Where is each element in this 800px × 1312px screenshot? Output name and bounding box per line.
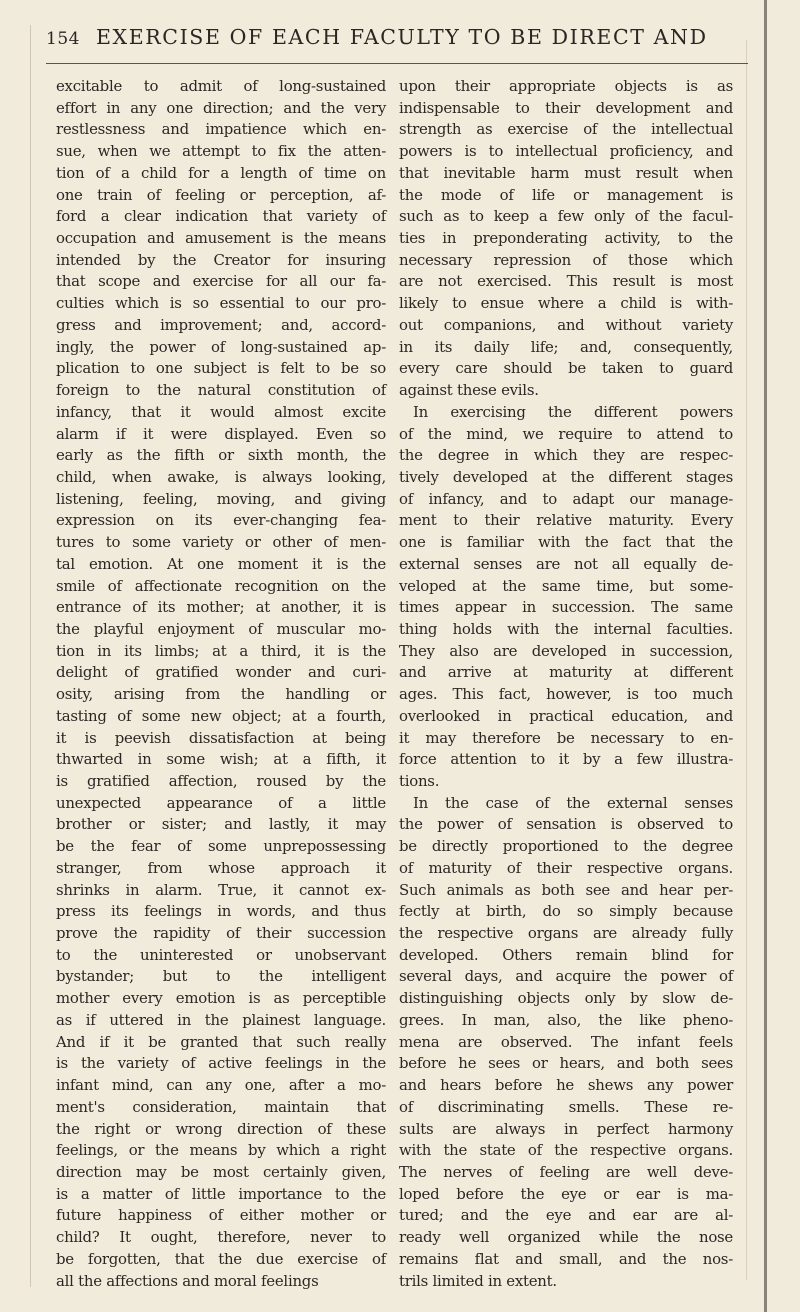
left-column bbox=[56, 76, 386, 1292]
text-line: intended by the Creator for insuring bbox=[56, 250, 386, 269]
text-line: is the variety of active feelings in the bbox=[56, 1054, 386, 1073]
text-line: listening, feeling, moving, and giving bbox=[56, 489, 386, 508]
text-line: In the case of the external senses bbox=[413, 793, 733, 812]
text-line: necessary repression of those which bbox=[399, 250, 733, 269]
scan-edge-left bbox=[30, 25, 31, 1287]
text-line: the power of sensation is observed to bbox=[399, 815, 733, 834]
text-line: bystander; but to the intelligent bbox=[56, 967, 386, 986]
text-line: developed. Others remain blind for bbox=[399, 945, 733, 964]
text-line: effort in any one direction; and the very bbox=[56, 98, 386, 117]
text-line: indispensable to their development and bbox=[399, 98, 733, 117]
text-line: strength as exercise of the intellectual bbox=[399, 120, 733, 139]
text-line: veloped at the same time, but some- bbox=[399, 576, 733, 595]
text-line: tured; and the eye and ear are al- bbox=[399, 1206, 733, 1225]
text-line: infant mind, can any one, after a mo- bbox=[56, 1076, 386, 1095]
text-line: They also are developed in succession, bbox=[399, 641, 733, 660]
text-line: foreign to the natural constitution of bbox=[56, 381, 386, 400]
text-line: one is familiar with the fact that the bbox=[399, 533, 733, 552]
text-line: osity, arising from the handling or bbox=[56, 685, 386, 704]
text-line: child? It ought, therefore, never to bbox=[56, 1228, 386, 1247]
text-line: and arrive at maturity at different bbox=[399, 663, 733, 682]
text-line: against these evils. bbox=[399, 381, 539, 400]
text-line: ties in preponderating activity, to the bbox=[399, 229, 733, 248]
text-line: restlessness and impatience which en- bbox=[56, 120, 386, 139]
text-line: the right or wrong direction of these bbox=[56, 1119, 386, 1138]
right-column bbox=[399, 76, 733, 1292]
text-line: that inevitable harm must result when bbox=[399, 163, 733, 182]
text-line: that scope and exercise for all our fa- bbox=[56, 272, 386, 291]
text-line: feelings, or the means by which a right bbox=[56, 1141, 386, 1160]
text-line: tion of a child for a length of time on bbox=[56, 163, 386, 182]
text-line: external senses are not all equally de- bbox=[399, 554, 733, 573]
text-line: excitable to admit of long-sustained bbox=[56, 77, 386, 95]
text-line: all the affections and moral feelings bbox=[56, 1271, 319, 1290]
text-line: the respective organs are already fully bbox=[399, 924, 733, 943]
text-line: and hears before he shews any power bbox=[399, 1076, 733, 1095]
text-line: The nerves of feeling are well deve- bbox=[399, 1162, 733, 1181]
text-line: the degree in which they are respec- bbox=[399, 446, 733, 465]
text-line: tions. bbox=[399, 772, 440, 790]
text-line: remains flat and small, and the nos- bbox=[399, 1249, 733, 1268]
text-line: unexpected appearance of a little bbox=[56, 793, 386, 812]
text-line: expression on its ever-changing fea- bbox=[56, 511, 386, 530]
text-line: plication to one subject is felt to be so bbox=[56, 359, 386, 378]
text-line: are not exercised. This result is most bbox=[399, 272, 733, 291]
text-line: tasting of some new object; at a fourth, bbox=[56, 706, 386, 725]
text-line: ford a clear indication that variety of bbox=[56, 207, 386, 226]
text-line: likely to ensue where a child is with- bbox=[399, 294, 733, 313]
text-line: tively developed at the different stages bbox=[399, 467, 733, 486]
text-line: with the state of the respective organs. bbox=[399, 1141, 733, 1160]
text-line: fectly at birth, do so simply because bbox=[399, 902, 733, 921]
text-line: mother every emotion is as perceptible bbox=[56, 989, 386, 1008]
text-line: out companions, and without variety bbox=[399, 315, 733, 334]
text-line: be the fear of some unprepossessing bbox=[56, 837, 386, 856]
page-number: 154 bbox=[46, 29, 80, 49]
text-line: And if it be granted that such really bbox=[56, 1032, 386, 1051]
text-line: infancy, that it would almost excite bbox=[56, 402, 386, 421]
scan-edge-right bbox=[764, 0, 767, 1312]
text-line: ment's consideration, maintain that bbox=[56, 1097, 386, 1116]
text-line: alarm if it were displayed. Even so bbox=[56, 424, 386, 443]
scan-edge-inner bbox=[746, 40, 747, 1280]
text-line: it may therefore be necessary to en- bbox=[399, 728, 733, 747]
text-line: as if uttered in the plainest language. bbox=[56, 1010, 386, 1029]
text-line: such as to keep a few only of the facul- bbox=[399, 207, 733, 226]
text-line: gress and improvement; and, accord- bbox=[56, 315, 386, 334]
text-line: upon their appropriate objects is as bbox=[399, 77, 733, 95]
text-line: the playful enjoyment of muscular mo- bbox=[56, 619, 386, 638]
text-line: loped before the eye or ear is ma- bbox=[399, 1184, 733, 1203]
text-line: entrance of its mother; at another, it is bbox=[56, 598, 386, 617]
text-line: sults are always in perfect harmony bbox=[399, 1119, 733, 1138]
text-line: be directly proportioned to the degree bbox=[399, 837, 733, 856]
text-line: of the mind, we require to attend to bbox=[399, 424, 733, 443]
text-line: tal emotion. At one moment it is the bbox=[56, 554, 386, 573]
text-line: stranger, from whose approach it bbox=[56, 858, 386, 877]
text-line: delight of gratified wonder and curi- bbox=[56, 663, 386, 682]
text-line: shrinks in alarm. True, it cannot ex- bbox=[56, 880, 386, 899]
text-line: sue, when we attempt to fix the atten- bbox=[56, 142, 386, 161]
text-line: ages. This fact, however, is too much bbox=[399, 685, 733, 704]
text-line: one train of feeling or perception, af- bbox=[56, 185, 386, 204]
text-line: of infancy, and to adapt our manage- bbox=[399, 489, 733, 508]
text-line: of discriminating smells. These re- bbox=[399, 1097, 733, 1116]
text-line: in its daily life; and, consequently, bbox=[399, 337, 733, 356]
text-line: overlooked in practical education, and bbox=[399, 706, 733, 725]
running-title: EXERCISE OF EACH FACULTY TO BE DIRECT AND bbox=[95, 25, 708, 49]
text-line: is a matter of little importance to the bbox=[56, 1184, 386, 1203]
text-line: powers is to intellectual proficiency, and bbox=[399, 142, 733, 161]
text-line: trils limited in extent. bbox=[399, 1271, 557, 1290]
text-line: early as the fifth or sixth month, the bbox=[56, 446, 386, 465]
text-line: times appear in succession. The same bbox=[399, 598, 733, 617]
text-line: distinguishing objects only by slow de- bbox=[399, 989, 733, 1008]
text-line: future happiness of either mother or bbox=[56, 1206, 386, 1225]
text-line: culties which is so essential to our pro- bbox=[56, 294, 386, 313]
text-line: prove the rapidity of their succession bbox=[56, 924, 386, 943]
text-line: the mode of life or management is bbox=[399, 185, 733, 204]
text-line: it is peevish dissatisfaction at being bbox=[56, 728, 386, 747]
text-line: thing holds with the internal faculties. bbox=[399, 619, 733, 638]
text-line: force attention to it by a few illustra- bbox=[399, 750, 733, 769]
text-line: before he sees or hears, and both sees bbox=[399, 1054, 733, 1073]
text-line: smile of affectionate recognition on the bbox=[56, 576, 386, 595]
text-line: press its feelings in words, and thus bbox=[56, 902, 386, 921]
text-line: In exercising the different powers bbox=[413, 402, 733, 421]
text-line: direction may be most certainly given, bbox=[56, 1162, 386, 1181]
text-line: occupation and amusement is the means bbox=[56, 229, 386, 248]
running-header bbox=[46, 25, 751, 59]
text-line: child, when awake, is always looking, bbox=[56, 467, 386, 486]
text-line: of maturity of their respective organs. bbox=[399, 858, 733, 877]
text-line: every care should be taken to guard bbox=[399, 359, 733, 378]
text-line: Such animals as both see and hear per- bbox=[399, 880, 733, 899]
text-line: ready well organized while the nose bbox=[399, 1228, 733, 1247]
text-line: ingly, the power of long-sustained ap- bbox=[56, 337, 386, 356]
text-line: brother or sister; and lastly, it may bbox=[56, 815, 386, 834]
text-line: tures to some variety or other of men- bbox=[56, 533, 386, 552]
text-line: grees. In man, also, the like pheno- bbox=[399, 1010, 733, 1029]
text-line: thwarted in some wish; at a fifth, it bbox=[56, 750, 386, 769]
text-line: tion in its limbs; at a third, it is the bbox=[56, 641, 386, 660]
text-line: is gratified affection, roused by the bbox=[56, 772, 386, 790]
text-line: ment to their relative maturity. Every bbox=[399, 511, 733, 530]
text-line: mena are observed. The infant feels bbox=[399, 1032, 733, 1051]
text-line: several days, and acquire the power of bbox=[399, 967, 733, 986]
text-line: to the uninterested or unobservant bbox=[56, 945, 386, 964]
text-line: be forgotten, that the due exercise of bbox=[56, 1249, 386, 1268]
header-rule bbox=[46, 63, 748, 64]
